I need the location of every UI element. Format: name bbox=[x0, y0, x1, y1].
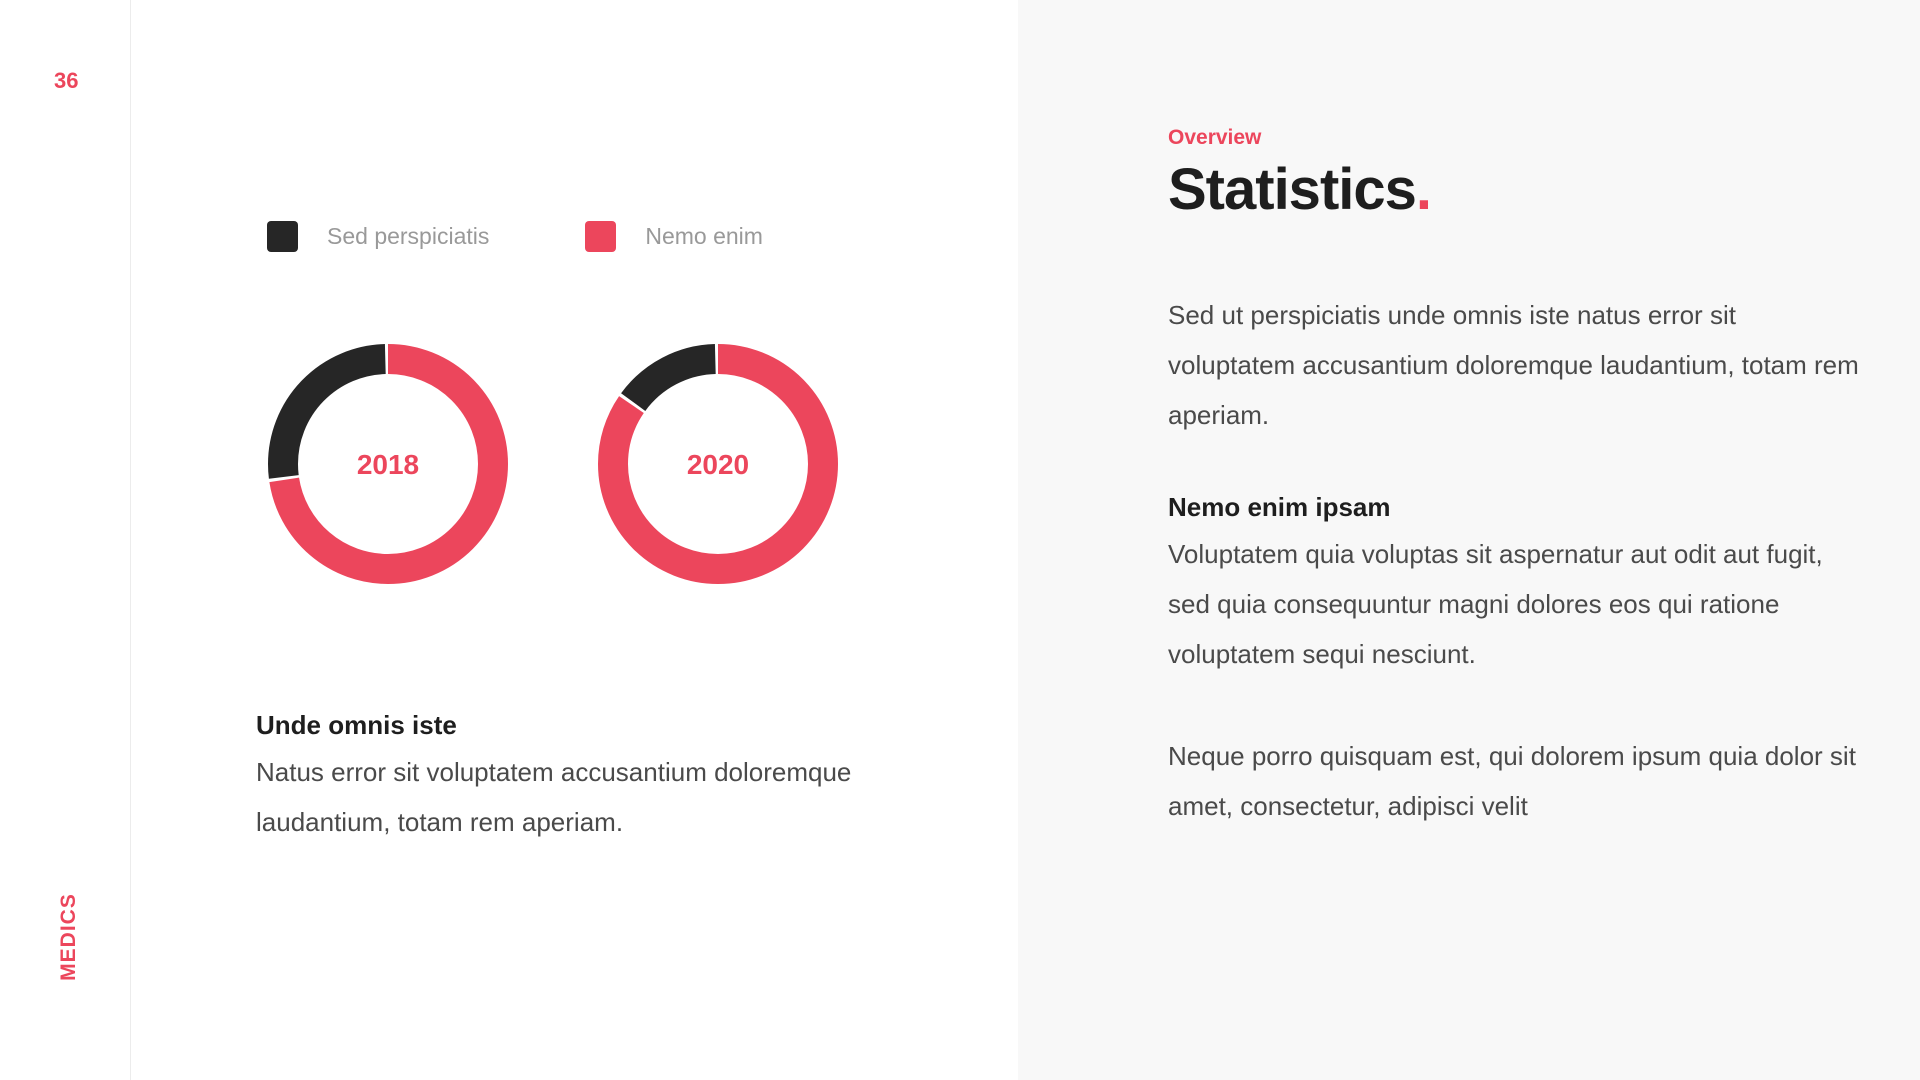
right-paragraph-3: Neque porro quisquam est, qui dolorem ipsum quia dolor sit amet, consectetur, adipisci velit bbox=[1168, 740, 1856, 821]
donut-label-2020: 2020 bbox=[686, 449, 750, 480]
left-rail bbox=[0, 0, 131, 1080]
legend-item-series-2 bbox=[585, 221, 763, 252]
legend-label-series-1: Sed perspiciatis bbox=[327, 223, 490, 249]
right-text-block bbox=[1168, 126, 1868, 831]
legend-swatch-series-1 bbox=[267, 221, 298, 252]
brand-label: MEDICS bbox=[57, 893, 80, 981]
page-number: 36 bbox=[54, 68, 79, 93]
page-title bbox=[1168, 158, 1868, 222]
left-paragraph: Natus error sit voluptatem accusantium doloremque laudantium, totam rem aperiam. bbox=[256, 757, 852, 837]
donut-label-2018: 2018 bbox=[356, 449, 420, 480]
left-heading: Unde omnis iste bbox=[256, 710, 457, 740]
left-text-block bbox=[256, 710, 956, 847]
legend-label-series-2: Nemo enim bbox=[645, 223, 763, 249]
section-eyebrow: Overview bbox=[1168, 126, 1262, 149]
legend-swatch-series-2 bbox=[585, 221, 616, 252]
page-title-dot: . bbox=[1415, 157, 1432, 222]
right-paragraph-2: Voluptatem quia voluptas sit aspernatur aut odit aut fugit, sed quia consequuntur magni dolores eos qui ratione voluptatem sequi nesciunt. bbox=[1168, 538, 1823, 669]
right-subheading: Nemo enim ipsam bbox=[1168, 491, 1391, 522]
page-title-text: Statistics bbox=[1168, 157, 1416, 222]
legend-item-series-1 bbox=[267, 221, 489, 252]
chart-legend bbox=[267, 221, 763, 252]
donut-charts bbox=[264, 340, 844, 588]
intro-paragraph: Sed ut perspiciatis unde omnis iste natus error sit voluptatem accusantium doloremque laudantium, totam rem aperiam. bbox=[1168, 299, 1859, 430]
